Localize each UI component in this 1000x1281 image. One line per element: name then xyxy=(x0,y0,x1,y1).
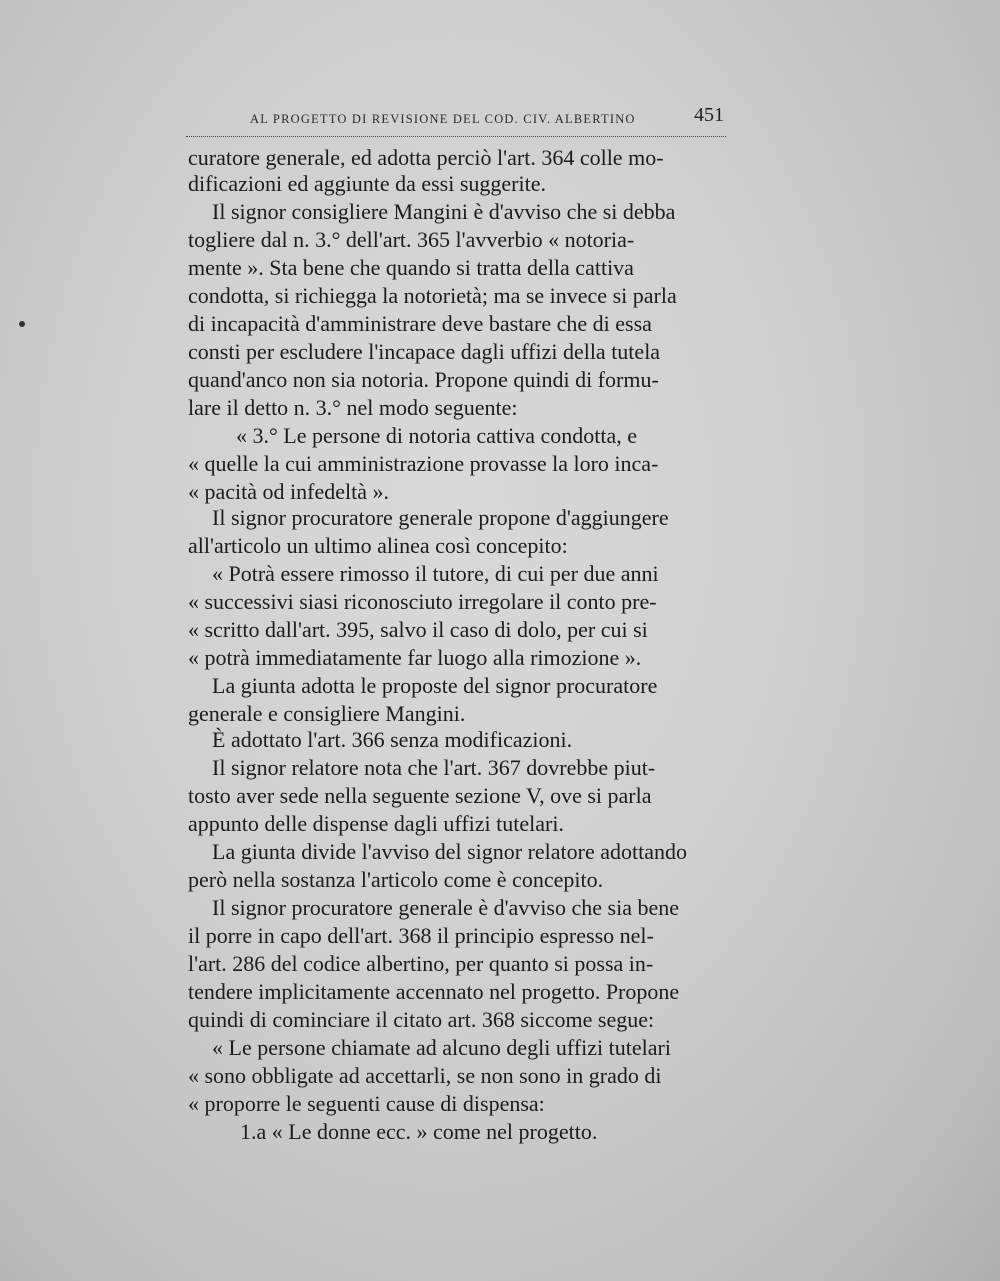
quote-line: « Potrà essere rimosso il tutore, di cui per due anni xyxy=(212,561,659,586)
quote-line: « proporre le seguenti cause di dispensa: xyxy=(188,1091,545,1116)
ink-speck xyxy=(19,321,25,327)
text-line: quindi di cominciare il citato art. 368 siccome segue: xyxy=(188,1007,655,1032)
text-line: quand'anco non sia notoria. Propone quindi di formu- xyxy=(188,367,659,392)
text-line: lare il detto n. 3.° nel modo seguente: xyxy=(188,395,518,420)
text-line: La giunta divide l'avviso del signor relatore adottando xyxy=(212,839,687,864)
text-line: Il signor procuratore generale propone d'aggiungere xyxy=(212,505,669,530)
text-line: La giunta adotta le proposte del signor procuratore xyxy=(212,673,658,698)
text-line: dificazioni ed aggiunte da essi suggerite. xyxy=(188,171,546,196)
quote-line: « quelle la cui amministrazione provasse la loro inca- xyxy=(188,451,659,476)
text-line: tendere implicitamente accennato nel progetto. Propone xyxy=(188,979,680,1004)
text-line: appunto delle dispense dagli uffizi tutelari. xyxy=(188,811,564,836)
quote-line: « potrà immediatamente far luogo alla rimozione ». xyxy=(188,645,642,670)
text-line: condotta, si richiegga la notorietà; ma se invece si parla xyxy=(188,283,677,308)
quote-line: « 3.° Le persone di notoria cattiva condotta, e xyxy=(236,423,637,448)
running-title: AL PROGETTO DI REVISIONE DEL COD. CIV. ALBERTINO xyxy=(250,112,636,126)
text-line: il porre in capo dell'art. 368 il principio espresso nel- xyxy=(188,923,654,948)
text-line: Il signor procuratore generale è d'avviso che sia bene xyxy=(212,895,679,920)
list-item: 1.a « Le donne ecc. » come nel progetto. xyxy=(240,1119,598,1144)
text-line: l'art. 286 del codice albertino, per quanto si possa in- xyxy=(188,951,654,976)
quote-line: « sono obbligate ad accettarli, se non sono in grado di xyxy=(188,1063,662,1088)
quote-line: « Le persone chiamate ad alcuno degli uffizi tutelari xyxy=(212,1035,671,1060)
text-line: all'articolo un ultimo alinea così concepito: xyxy=(188,533,568,558)
text-line: curatore generale, ed adotta perciò l'art. 364 colle mo- xyxy=(188,145,664,170)
text-line: però nella sostanza l'articolo come è concepito. xyxy=(188,867,604,892)
page-header xyxy=(186,104,726,137)
text-line: mente ». Sta bene che quando si tratta della cattiva xyxy=(188,255,634,280)
quote-line: « successivi siasi riconosciuto irregolare il conto pre- xyxy=(188,589,657,614)
page-number: 451 xyxy=(694,104,724,126)
quote-line: « scritto dall'art. 395, salvo il caso di dolo, per cui si xyxy=(188,617,648,642)
quote-line: « pacità od infedeltà ». xyxy=(188,479,389,504)
text-line: È adottato l'art. 366 senza modificazioni. xyxy=(212,727,573,752)
text-line: togliere dal n. 3.° dell'art. 365 l'avverbio « notoria- xyxy=(188,227,635,252)
text-line: Il signor consigliere Mangini è d'avviso che si debba xyxy=(212,199,676,224)
text-line: consti per escludere l'incapace dagli uffizi della tutela xyxy=(188,339,661,364)
text-line: Il signor relatore nota che l'art. 367 dovrebbe piut- xyxy=(212,755,656,780)
text-line: di incapacità d'amministrare deve bastare che di essa xyxy=(188,311,652,336)
text-line: generale e consigliere Mangini. xyxy=(188,701,466,726)
text-line: tosto aver sede nella seguente sezione V, ove si parla xyxy=(188,783,652,808)
